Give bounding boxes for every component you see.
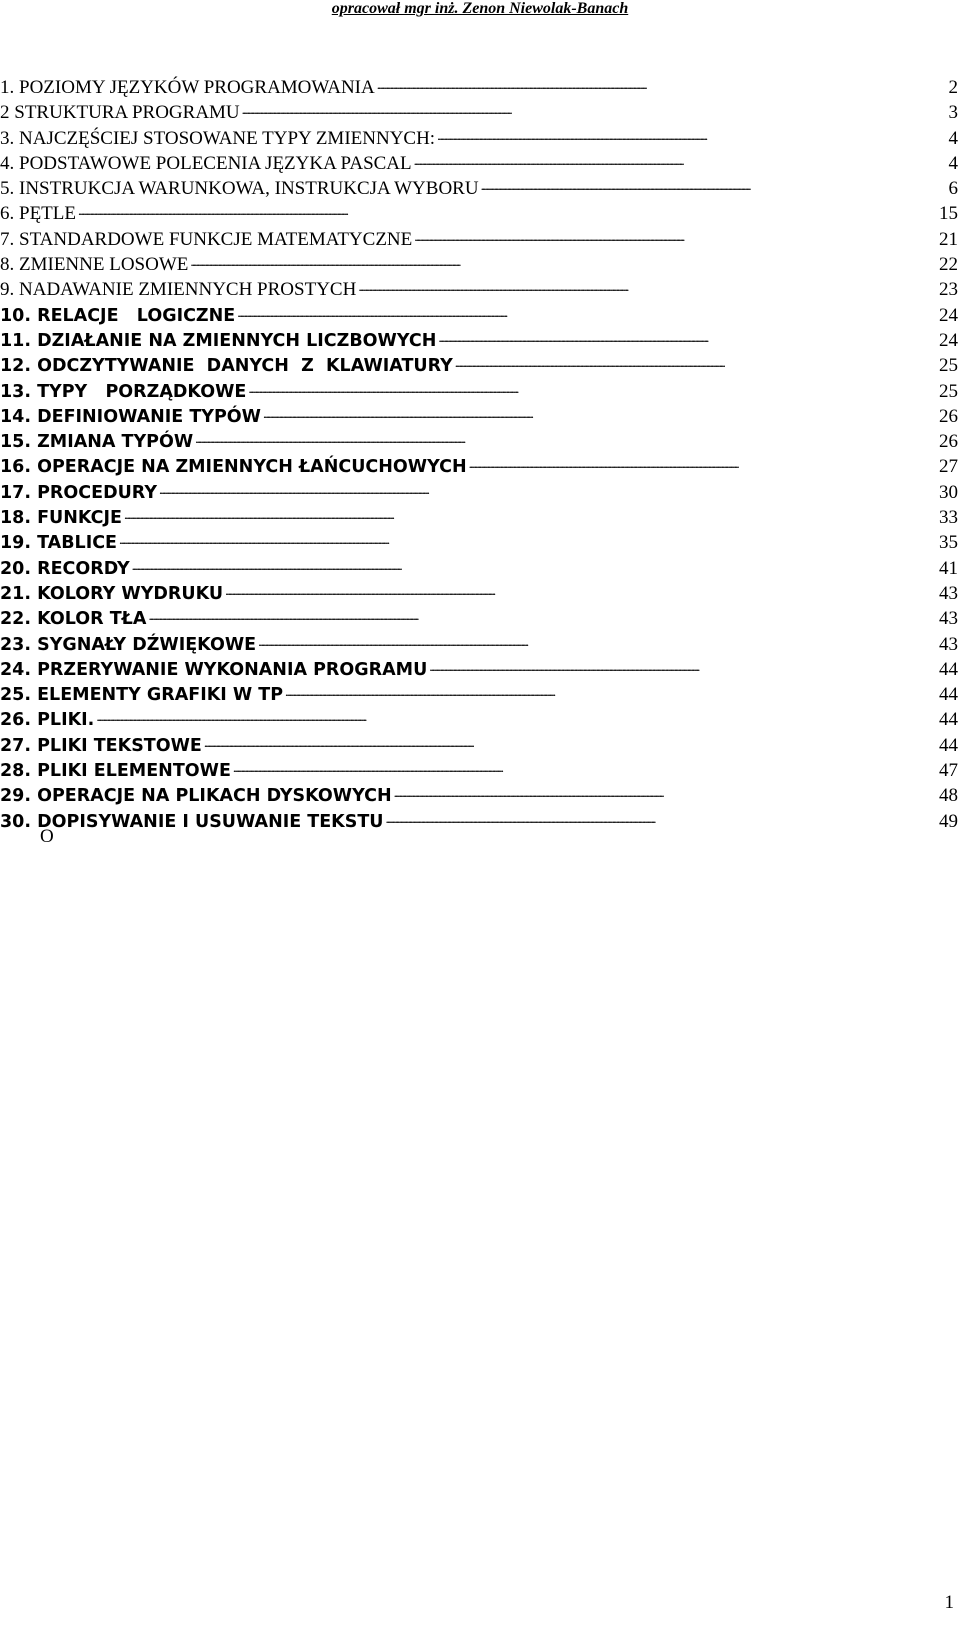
toc-entry[interactable] [0, 74, 958, 99]
toc-entry-label: 22. KOLOR TŁA [0, 609, 147, 630]
toc-entry-leader [455, 352, 934, 371]
toc-entry-page: 4 [948, 127, 958, 149]
toc-entry-label: 3. NAJCZĘŚCIEJ STOSOWANE TYPY ZMIENNYCH: [0, 127, 436, 149]
toc-entry-leader [258, 631, 934, 650]
toc-entry[interactable] [0, 479, 958, 504]
toc-entry-leader [159, 479, 934, 498]
toc-entry[interactable] [0, 276, 958, 301]
toc-entry-label: 10. RELACJE LOGICZNE [0, 305, 236, 326]
toc-entry-label: 12. ODCZYTYWANIE DANYCH Z KLAWIATURY [0, 356, 453, 377]
toc-entry-leader [438, 327, 934, 346]
toc-entry-leader [119, 529, 934, 548]
toc-entry[interactable] [0, 757, 958, 782]
toc-entry[interactable] [0, 605, 958, 630]
toc-entry[interactable] [0, 175, 958, 200]
toc-entry[interactable] [0, 808, 958, 833]
toc-entry-leader [437, 125, 934, 144]
toc-entry-leader [124, 504, 934, 523]
toc-entry-page: 33 [939, 507, 958, 529]
toc-entry-label: 16. OPERACJE NA ZMIENNYCH ŁAŃCUCHOWYCH [0, 457, 467, 478]
toc-entry-label: 5. INSTRUKCJA WARUNKOWA, INSTRUKCJA WYBORU [0, 178, 479, 200]
toc-entry-page: 27 [939, 456, 958, 478]
toc-entry[interactable] [0, 631, 958, 656]
toc-entry-page: 44 [939, 709, 958, 731]
toc-entry-leader [385, 808, 934, 827]
toc-entry-label: 17. PROCEDURY [0, 482, 157, 503]
toc-entry-label: 2 STRUKTURA PROGRAMU [0, 102, 240, 124]
toc-entry-label: 21. KOLORY WYDRUKU [0, 583, 224, 604]
toc-entry-leader [190, 251, 934, 270]
toc-entry-label: 18. FUNKCJE [0, 508, 122, 529]
toc-entry-page: 43 [939, 608, 958, 630]
toc-entry[interactable] [0, 504, 958, 529]
toc-entry-page: 22 [939, 254, 958, 276]
toc-entry-page: 44 [939, 734, 958, 756]
toc-entry-page: 24 [939, 329, 958, 351]
table-of-contents [0, 74, 958, 833]
toc-entry-page: 24 [939, 304, 958, 326]
toc-entry[interactable] [0, 782, 958, 807]
toc-entry[interactable] [0, 580, 958, 605]
toc-entry-page: 41 [939, 557, 958, 579]
toc-entry-leader [414, 226, 934, 245]
page-number: 1 [944, 1592, 954, 1613]
toc-entry[interactable] [0, 327, 958, 352]
toc-entry-page: 23 [939, 279, 958, 301]
toc-entry-label: 14. DEFINIOWANIE TYPÓW [0, 406, 261, 427]
toc-entry-page: 4 [948, 152, 958, 174]
toc-entry[interactable] [0, 99, 958, 124]
toc-entry[interactable] [0, 706, 958, 731]
page-header-author: opracował mgr inż. Zenon Niewolak-Banach [331, 0, 629, 17]
toc-entry-leader [242, 99, 934, 118]
toc-entry[interactable] [0, 555, 958, 580]
toc-entry-page: 48 [939, 785, 958, 807]
toc-entry-page: 47 [939, 760, 958, 782]
toc-entry-leader [377, 74, 934, 93]
toc-entry[interactable] [0, 732, 958, 757]
toc-entry-page: 21 [939, 228, 958, 250]
toc-entry-leader [248, 378, 934, 397]
toc-entry-page: 43 [939, 633, 958, 655]
toc-entry-page: 43 [939, 582, 958, 604]
toc-entry-leader [429, 656, 934, 675]
toc-entry-leader [414, 150, 934, 169]
toc-entry-leader [263, 403, 934, 422]
toc-entry[interactable] [0, 681, 958, 706]
toc-entry-leader [233, 757, 934, 776]
toc-entry-page: 35 [939, 532, 958, 554]
toc-entry-label: 23. SYGNAŁY DŹWIĘKOWE [0, 634, 257, 655]
toc-entry-leader [78, 200, 934, 219]
toc-entry-label: 13. TYPY PORZĄDKOWE [0, 381, 247, 402]
toc-entry-label: 6. PĘTLE [0, 203, 76, 225]
toc-entry-label: 28. PLIKI ELEMENTOWE [0, 761, 231, 782]
toc-entry[interactable] [0, 125, 958, 150]
toc-entry-page: 26 [939, 405, 958, 427]
toc-entry-page: 3 [948, 102, 958, 124]
toc-entry[interactable] [0, 656, 958, 681]
toc-entry[interactable] [0, 529, 958, 554]
toc-entry-label: 30. DOPISYWANIE I USUWANIE TEKSTU [0, 811, 384, 832]
toc-entry-leader [469, 453, 934, 472]
toc-entry-label: 9. NADAWANIE ZMIENNYCH PROSTYCH [0, 279, 357, 301]
toc-entry[interactable] [0, 251, 958, 276]
toc-entry-leader [358, 276, 934, 295]
toc-entry[interactable] [0, 453, 958, 478]
toc-entry-page: 49 [939, 810, 958, 832]
toc-entry-label: 7. STANDARDOWE FUNKCJE MATEMATYCZNE [0, 228, 413, 250]
toc-entry-leader [148, 605, 934, 624]
toc-entry-page: 15 [939, 203, 958, 225]
toc-entry-label: 15. ZMIANA TYPÓW [0, 432, 194, 453]
toc-entry[interactable] [0, 403, 958, 428]
toc-entry-page: 26 [939, 431, 958, 453]
toc-entry-label: 11. DZIAŁANIE NA ZMIENNYCH LICZBOWYCH [0, 330, 437, 351]
toc-entry-page: 6 [948, 178, 958, 200]
toc-entry-label: 25. ELEMENTY GRAFIKI W TP [0, 685, 284, 706]
toc-entry-page: 25 [939, 355, 958, 377]
toc-entry-leader [96, 706, 934, 725]
toc-entry-label: 1. POZIOMY JĘZYKÓW PROGRAMOWANIA [0, 77, 375, 98]
toc-entry-leader [394, 782, 934, 801]
toc-entry-page: 30 [939, 481, 958, 503]
toc-entry-page: 2 [948, 77, 958, 98]
toc-entry-leader [481, 175, 934, 194]
toc-entry[interactable] [0, 226, 958, 251]
toc-entry[interactable] [0, 200, 958, 225]
toc-entry-page: 25 [939, 380, 958, 402]
toc-entry-leader [237, 302, 934, 321]
toc-entry-page: 44 [939, 658, 958, 680]
toc-entry-label: 20. RECORDY [0, 558, 130, 579]
toc-entry-label: 8. ZMIENNE LOSOWE [0, 254, 189, 276]
toc-entry[interactable] [0, 302, 958, 327]
toc-entry-label: 19. TABLICE [0, 533, 118, 554]
toc-entry-leader [225, 580, 934, 599]
toc-entry[interactable] [0, 378, 958, 403]
toc-entry-label: 26. PLIKI. [0, 710, 95, 731]
stray-letter: O [40, 826, 54, 847]
toc-entry-label: 29. OPERACJE NA PLIKACH DYSKOWYCH [0, 786, 392, 807]
toc-entry-leader [204, 732, 934, 751]
toc-entry[interactable] [0, 150, 958, 175]
toc-entry-page: 44 [939, 684, 958, 706]
toc-entry[interactable] [0, 428, 958, 453]
toc-entry-label: 24. PRZERYWANIE WYKONANIA PROGRAMU [0, 659, 428, 680]
toc-entry-leader [132, 555, 934, 574]
toc-entry[interactable] [0, 352, 958, 377]
toc-entry-leader [285, 681, 934, 700]
toc-entry-label: 4. PODSTAWOWE POLECENIA JĘZYKA PASCAL [0, 152, 412, 174]
toc-entry-leader [195, 428, 934, 447]
toc-entry-label: 27. PLIKI TEKSTOWE [0, 735, 202, 756]
